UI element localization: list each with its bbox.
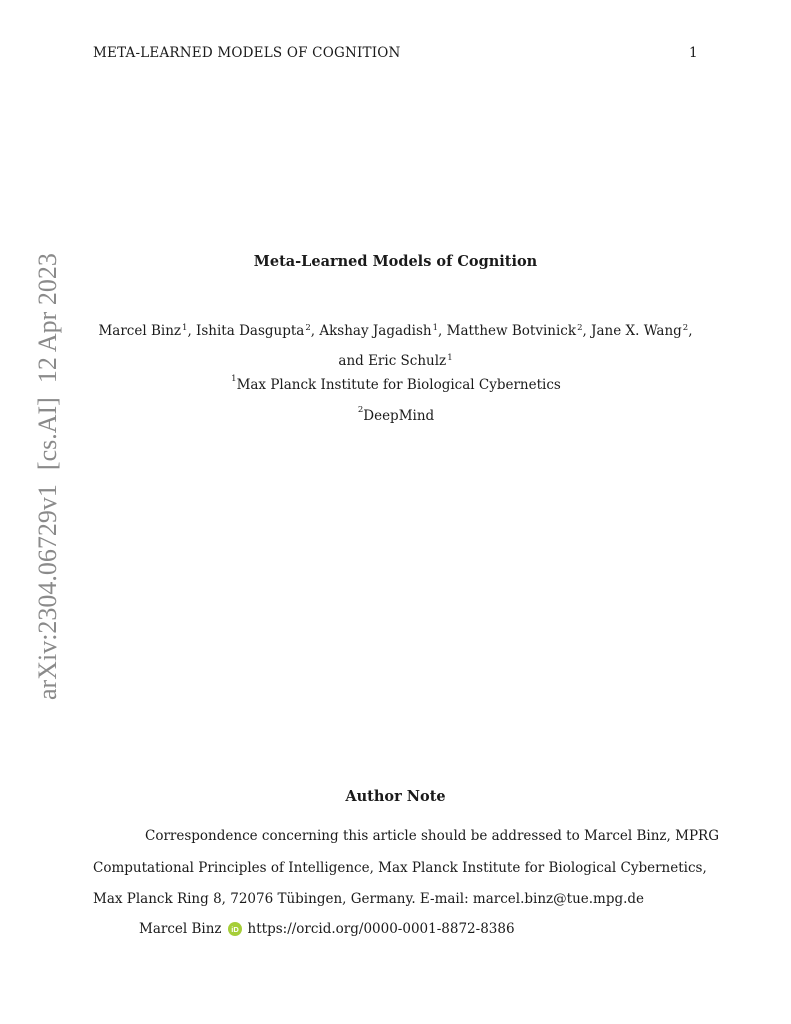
affiliation	[0, 374, 791, 393]
arxiv-date: 12 Apr 2023	[33, 253, 62, 384]
affiliation-name: DeepMind	[363, 408, 435, 424]
page-number: 1	[689, 45, 698, 61]
author-note-heading: Author Note	[345, 788, 446, 805]
author-separator: ,	[187, 323, 197, 339]
arxiv-id[interactable]: arXiv:2304.06729v1	[33, 484, 62, 700]
affiliation-name: Max Planck Institute for Biological Cybernetics	[236, 377, 561, 393]
svg-text:iD: iD	[230, 925, 239, 934]
author	[98, 323, 196, 339]
author	[319, 323, 446, 339]
orcid-author-name: Marcel Binz	[139, 921, 222, 937]
author	[338, 353, 452, 369]
author-affiliation-mark: 2	[305, 323, 311, 333]
orcid-line	[139, 921, 515, 937]
affiliation-number: 2	[357, 405, 364, 415]
paper-title: Meta-Learned Models of Cognition	[253, 253, 538, 270]
author-separator: ,	[582, 323, 592, 339]
author-separator: ,	[438, 323, 447, 339]
author-note-line[interactable]: Max Planck Ring 8, 72076 Tübingen, Germany. E-mail: marcel.binz@tue.mpg.de	[93, 891, 645, 907]
author-affiliation-mark: 1	[432, 323, 439, 333]
author-note-line: Computational Principles of Intelligence, Max Planck Institute for Biological Cybernetics,	[93, 860, 707, 876]
author-note-line: Correspondence concerning this article should be addressed to Marcel Binz, MPRG	[145, 828, 719, 844]
author-name: Matthew Botvinick	[446, 323, 577, 339]
author-separator: ,	[310, 323, 320, 339]
author	[591, 323, 692, 339]
author	[447, 323, 591, 339]
author-name: Marcel Binz	[98, 323, 182, 339]
author-affiliation-mark: 2	[577, 323, 583, 333]
author-affiliation-mark: 1	[447, 353, 453, 363]
running-head: META-LEARNED MODELS OF COGNITION	[93, 45, 401, 61]
author-affiliation-mark: 2	[682, 323, 689, 333]
author-name: Jane X. Wang	[591, 323, 682, 339]
author	[196, 323, 319, 339]
author-list	[0, 316, 791, 376]
author-separator: ,	[688, 323, 693, 339]
orcid-link[interactable]: https://orcid.org/0000-0001-8872-8386	[247, 921, 515, 937]
affiliation	[0, 405, 791, 424]
arxiv-category: [cs.AI]	[33, 397, 62, 471]
affiliation-number: 1	[231, 374, 237, 384]
author-name: and Eric Schulz	[338, 353, 447, 369]
orcid-icon[interactable]	[228, 922, 242, 936]
author-name: Akshay Jagadish	[319, 323, 432, 339]
author-name: Ishita Dasgupta	[196, 323, 305, 339]
author-affiliation-mark: 1	[182, 323, 188, 333]
